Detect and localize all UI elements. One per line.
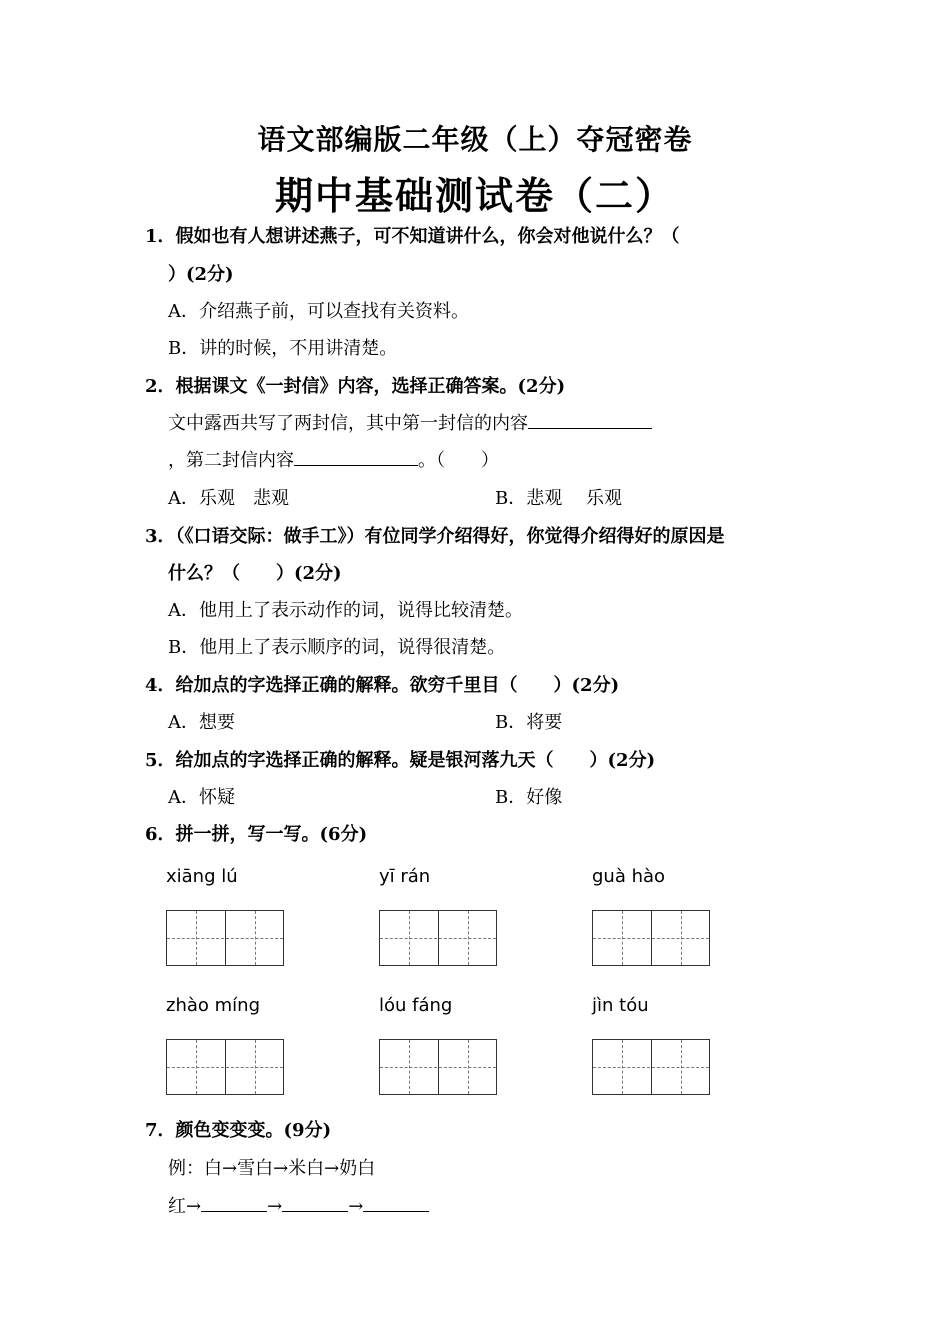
writing-grid[interactable]: [379, 1039, 497, 1095]
question-5-text: 5．给加点的字选择正确的解释。疑是银河落九天（ ）(2分): [145, 750, 656, 771]
question-3-text-cont: 什么？（ ）(2分): [168, 563, 342, 584]
question-3-text: 3．（《口语交际：做手工》）有位同学介绍得好，你觉得介绍得好的原因是: [145, 526, 725, 547]
question-4-text: 4．给加点的字选择正确的解释。欲穷千里目（ ）(2分): [145, 675, 620, 696]
question-7-text: 7．颜色变变变。(9分): [145, 1120, 332, 1141]
answer-blank[interactable]: [201, 1210, 267, 1212]
answer-blank[interactable]: [294, 464, 418, 466]
exam-subtitle: 语文部编版二年级（上）夺冠密卷: [257, 123, 693, 156]
question-4-option-a: A．想要: [168, 712, 235, 733]
exam-title: 期中基础测试卷（二）: [274, 173, 675, 218]
question-1-text-cont: ）(2分): [168, 264, 234, 285]
writing-grid[interactable]: [379, 910, 497, 966]
answer-blank[interactable]: [282, 1210, 348, 1212]
question-2-text: 2．根据课文《一封信》内容，选择正确答案。(2分): [145, 376, 566, 397]
writing-grid[interactable]: [592, 910, 710, 966]
question-2-bracket: 。（ ）: [418, 450, 499, 471]
pinyin-label: lóu fáng: [379, 995, 453, 1016]
question-7-answer-line: [168, 1192, 429, 1218]
writing-grid[interactable]: [592, 1039, 710, 1095]
arrow: →: [186, 1196, 202, 1217]
question-2-option-b: B．悲观 乐观: [495, 488, 622, 509]
question-1-text: 1．假如也有人想讲述燕子，可不知道讲什么，你会对他说什么？（: [145, 226, 680, 247]
arrow: →: [267, 1196, 283, 1217]
question-2-sentence-text: 文中露西共写了两封信，其中第一封信的内容: [168, 413, 528, 434]
question-3-option-b: B．他用上了表示顺序的词，说得很清楚。: [168, 637, 506, 658]
pinyin-label: yī rán: [379, 866, 431, 887]
arrow: →: [348, 1196, 364, 1217]
question-1-option-a: A．介绍燕子前，可以查找有关资料。: [168, 301, 469, 322]
pinyin-label: xiāng lú: [166, 866, 238, 887]
writing-grid[interactable]: [166, 1039, 284, 1095]
question-6-text: 6．拼一拼，写一写。(6分): [145, 824, 368, 845]
pinyin-label: jìn tóu: [592, 995, 649, 1016]
question-7-example: 例：白→雪白→米白→奶白: [168, 1158, 376, 1179]
question-2-option-a: A．乐观 悲观: [168, 488, 289, 509]
question-2-sentence: [168, 409, 652, 435]
pinyin-label: zhào míng: [166, 995, 260, 1016]
question-4-option-b: B．将要: [495, 712, 563, 733]
question-1-option-b: B．讲的时候，不用讲清楚。: [168, 338, 398, 359]
question-7-start-word: 红: [168, 1196, 186, 1217]
question-2-sentence-cont: [168, 446, 499, 472]
pinyin-label: guà hào: [592, 866, 666, 887]
question-3-option-a: A．他用上了表示动作的词，说得比较清楚。: [168, 600, 523, 621]
writing-grid[interactable]: [166, 910, 284, 966]
answer-blank[interactable]: [528, 427, 652, 429]
question-5-option-a: A．怀疑: [168, 787, 235, 808]
question-5-option-b: B．好像: [495, 787, 563, 808]
question-2-sentence-text-2: ，第二封信内容: [168, 450, 294, 471]
answer-blank[interactable]: [363, 1210, 429, 1212]
